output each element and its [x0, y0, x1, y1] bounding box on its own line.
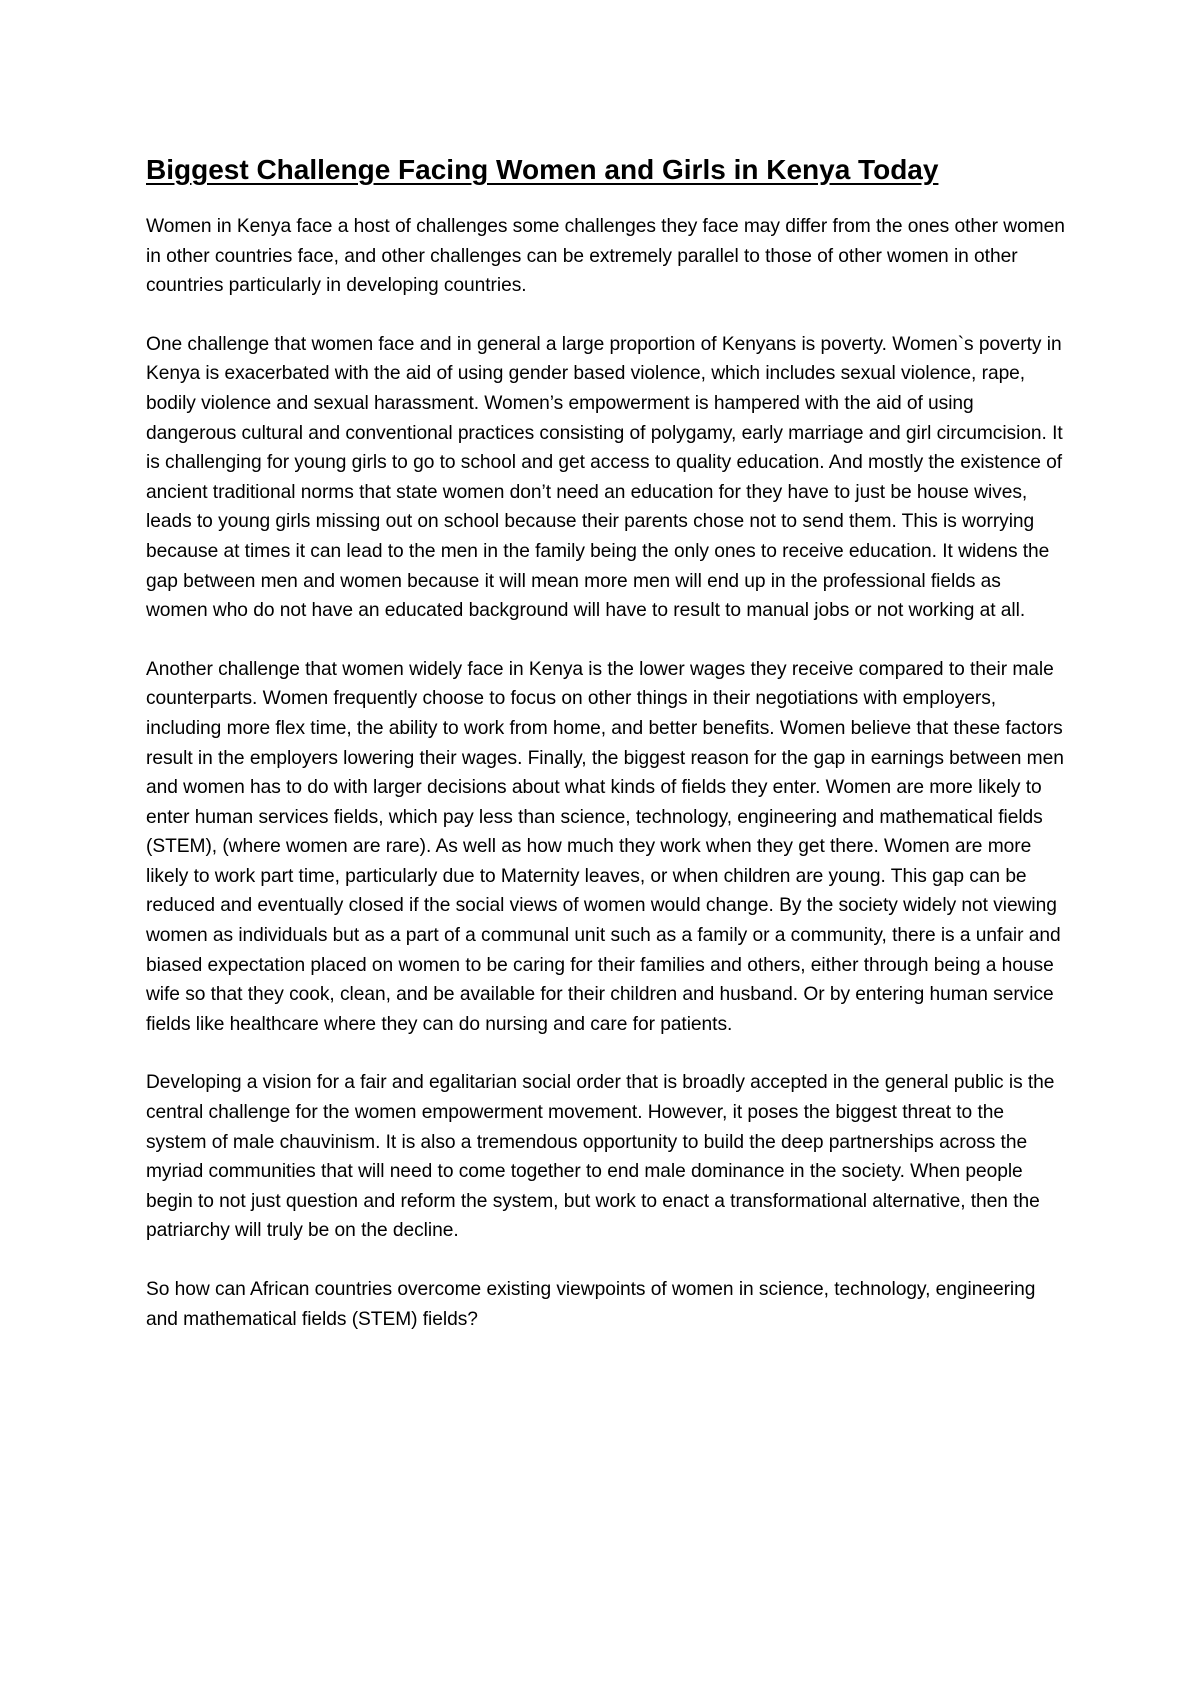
paragraph-intro: Women in Kenya face a host of challenges some challenges they face may differ from the ones other women in other countries face, and other challenges can be extremely parallel to those of other women in other countries particularly in developing countries.: [146, 216, 1065, 297]
paragraph-question: So how can African countries overcome existing viewpoints of women in science, technology, engineering and mathematical fields (STEM) fields?: [146, 1279, 1036, 1330]
paragraph-wages: Another challenge that women widely face in Kenya is the lower wages they receive compared to their male counterparts. Women frequently choose to focus on other things in their negotiations with employers, including more flex time, the ability to work from home, and better benefits. Women believe that these factors result in the employers lowering their wages. Finally, the biggest reason for the gap in earnings between men and women has to do with larger decisions about what kinds of fields they enter. Women are more likely to enter human services fields, which pay less than science, technology, engineering and mathematical fields (STEM), (where women are rare). As well as how much they work when they get there. Women are more likely to work part time, particularly due to Maternity leaves, or when children are young. This gap can be reduced and eventually closed if the social views of women would change. By the society widely not viewing women as individuals but as a part of a communal unit such as a family or a community, there is a unfair and biased expectation placed on women to be caring for their families and others, either through being a house wife so that they cook, clean, and be available for their children and husband. Or by entering human service fields like healthcare where they can do nursing and care for patients.: [146, 658, 1064, 1035]
paragraph-poverty: One challenge that women face and in general a large proportion of Kenyans is poverty. Women`s poverty in Kenya is exacerbated with the aid of using gender based violence, which includes sexual violence, rape, bodily violence and sexual harassment. Women’s empowerment is hampered with the aid of using dangerous cultural and conventional practices consisting of polygamy, early marriage and girl circumcision. It is challenging for young girls to go to school and get access to quality education. And mostly the existence of ancient traditional norms that state women don’t need an education for they have to just be house wives, leads to young girls missing out on school because their parents chose not to send them. This is worrying because at times it can lead to the men in the family being the only ones to receive education. It widens the gap between men and women because it will mean more men will end up in the professional fields as women who do not have an educated background will have to result to manual jobs or not working at all.: [146, 333, 1063, 622]
document-body: [146, 150, 1066, 1363]
paragraph-vision: Developing a vision for a fair and egalitarian social order that is broadly accepted in the general public is the central challenge for the women empowerment movement. However, it poses the biggest threat to the system of male chauvinism. It is also a tremendous opportunity to build the deep partnerships across the myriad communities that will need to come together to end male dominance in the society. When people begin to not just question and reform the system, but work to enact a transformational alternative, then the patriarchy will truly be on the decline.: [146, 1072, 1055, 1242]
document-title: Biggest Challenge Facing Women and Girls in Kenya Today: [146, 154, 939, 185]
